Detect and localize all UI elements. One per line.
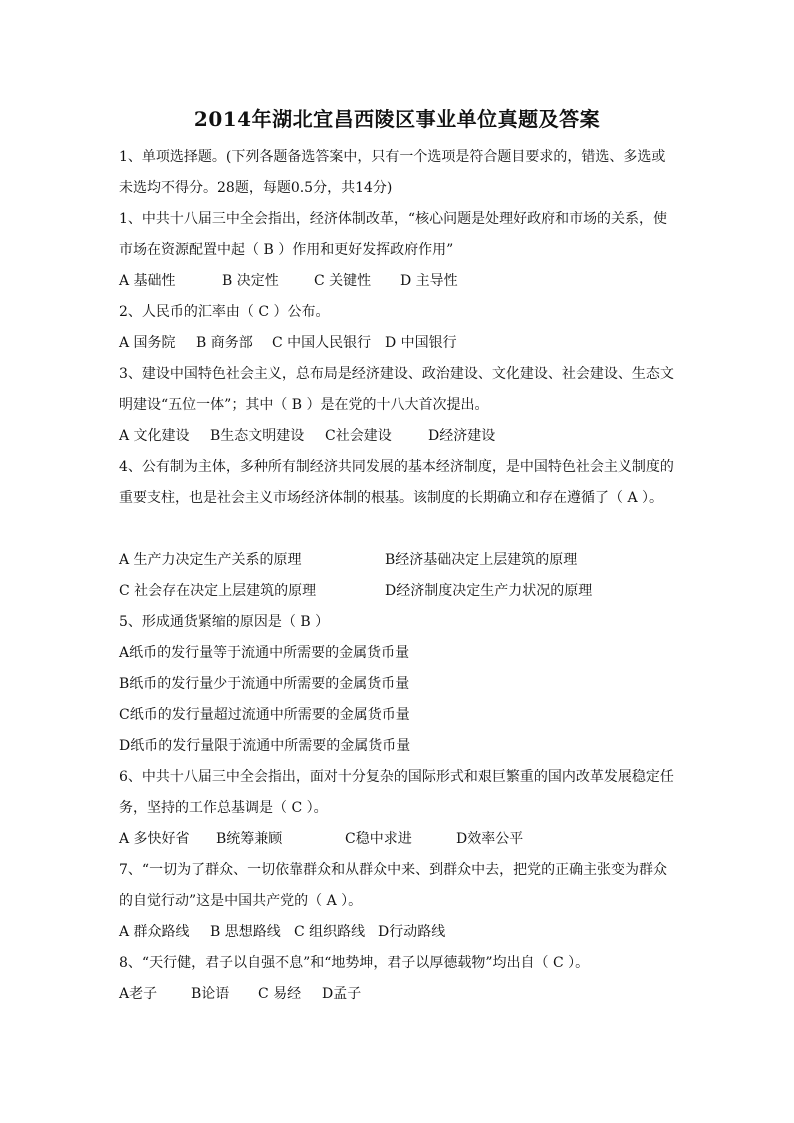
question-6-option-c: C稳中求进 — [345, 831, 412, 847]
question-1-line-2: 市场在资源配置中起（ B ）作用和更好发挥政府作用” — [119, 242, 454, 258]
question-1-option-d: D 主导性 — [400, 273, 458, 289]
question-1-option-b: B 决定性 — [222, 273, 279, 289]
question-6-option-a: A 多快好省 — [119, 831, 190, 847]
question-3-line-1: 3、建设中国特色社会主义，总布局是经济建设、政治建设、文化建设、社会建设、生态文 — [119, 366, 674, 382]
question-7-line-2: 的自觉行动”这是中国共产党的（ A ）。 — [119, 893, 363, 909]
question-4-line-1: 4、公有制为主体，多种所有制经济共同发展的基本经济制度，是中国特色社会主义制度的 — [119, 459, 674, 475]
question-4-option-a: A 生产力决定生产关系的原理 — [119, 552, 302, 568]
question-5-option-b: B纸币的发行量少于流通中所需要的金属货币量 — [119, 676, 410, 692]
question-5-line-1: 5、形成通货紧缩的原因是（ B ） — [119, 614, 330, 630]
question-7-option-a: A 群众路线 — [119, 924, 190, 940]
question-2-option-b: B 商务部 — [196, 335, 253, 351]
question-6-option-d: D效率公平 — [456, 831, 524, 847]
question-7-option-b: B 思想路线 — [210, 924, 281, 940]
question-6-line-2: 务，坚持的工作总基调是（ C ）。 — [119, 800, 328, 816]
question-4-line-2: 重要支柱，也是社会主义市场经济体制的根基。该制度的长期确立和存在遵循了（ A ）。 — [119, 490, 664, 506]
document-title: 2014年湖北宜昌西陵区事业单位真题及答案 — [193, 107, 601, 131]
question-4-option-b: B经济基础决定上层建筑的原理 — [385, 552, 578, 568]
question-7-option-d: D行动路线 — [378, 924, 446, 940]
question-4-option-d: D经济制度决定生产力状况的原理 — [385, 583, 593, 599]
question-1-line-1: 1、中共十八届三中全会指出，经济体制改革，“核心问题是处理好政府和市场的关系，使 — [119, 211, 668, 227]
question-2-option-d: D 中国银行 — [385, 335, 457, 351]
question-3-line-2: 明建设“五位一体”；其中（ B ）是在党的十八大首次提出。 — [119, 397, 489, 413]
question-5-option-d: D纸币的发行量限于流通中所需要的金属货币量 — [119, 738, 411, 754]
question-8-option-a: A老子 — [119, 986, 158, 1002]
question-2-line-1: 2、人民币的汇率由（ C ）公布。 — [119, 304, 330, 320]
question-7-line-1: 7、“一切为了群众、一切依靠群众和从群众中来、到群众中去，把党的正确主张变为群众 — [119, 862, 668, 878]
question-6-line-1: 6、中共十八届三中全会指出，面对十分复杂的国际形式和艰巨繁重的国内改革发展稳定任 — [119, 769, 674, 785]
question-3-option-a: A 文化建设 — [119, 428, 190, 444]
question-5-option-c: C纸币的发行量超过流通中所需要的金属货币量 — [119, 707, 410, 723]
question-3-option-b: B生态文明建设 — [210, 428, 305, 444]
question-8-line-1: 8、“天行健，君子以自强不息”和“地势坤，君子以厚德载物”均出自（ C ）。 — [119, 955, 590, 971]
question-8-option-c: C 易经 — [258, 986, 302, 1002]
question-4-option-c: C 社会存在决定上层建筑的原理 — [119, 583, 317, 599]
question-1-option-c: C 关键性 — [314, 273, 372, 289]
question-5-option-a: A纸币的发行量等于流通中所需要的金属货币量 — [119, 645, 410, 661]
section-instruction-line-2: 未选均不得分。28题，每题0.5分，共14分) — [119, 180, 393, 196]
question-3-option-c: C社会建设 — [325, 428, 392, 444]
question-2-option-c: C 中国人民银行 — [272, 335, 372, 351]
question-6-option-b: B统筹兼顾 — [216, 831, 283, 847]
question-8-option-b: B论语 — [191, 986, 230, 1002]
section-instruction-line-1: 1、单项选择题。(下列各题备选答案中，只有一个选项是符合题目要求的，错选、多选或 — [119, 149, 666, 165]
question-8-option-d: D孟子 — [322, 986, 362, 1002]
question-3-option-d: D经济建设 — [428, 428, 496, 444]
question-7-option-c: C 组织路线 — [294, 924, 366, 940]
question-1-option-a: A 基础性 — [119, 273, 176, 289]
question-2-option-a: A 国务院 — [119, 335, 176, 351]
